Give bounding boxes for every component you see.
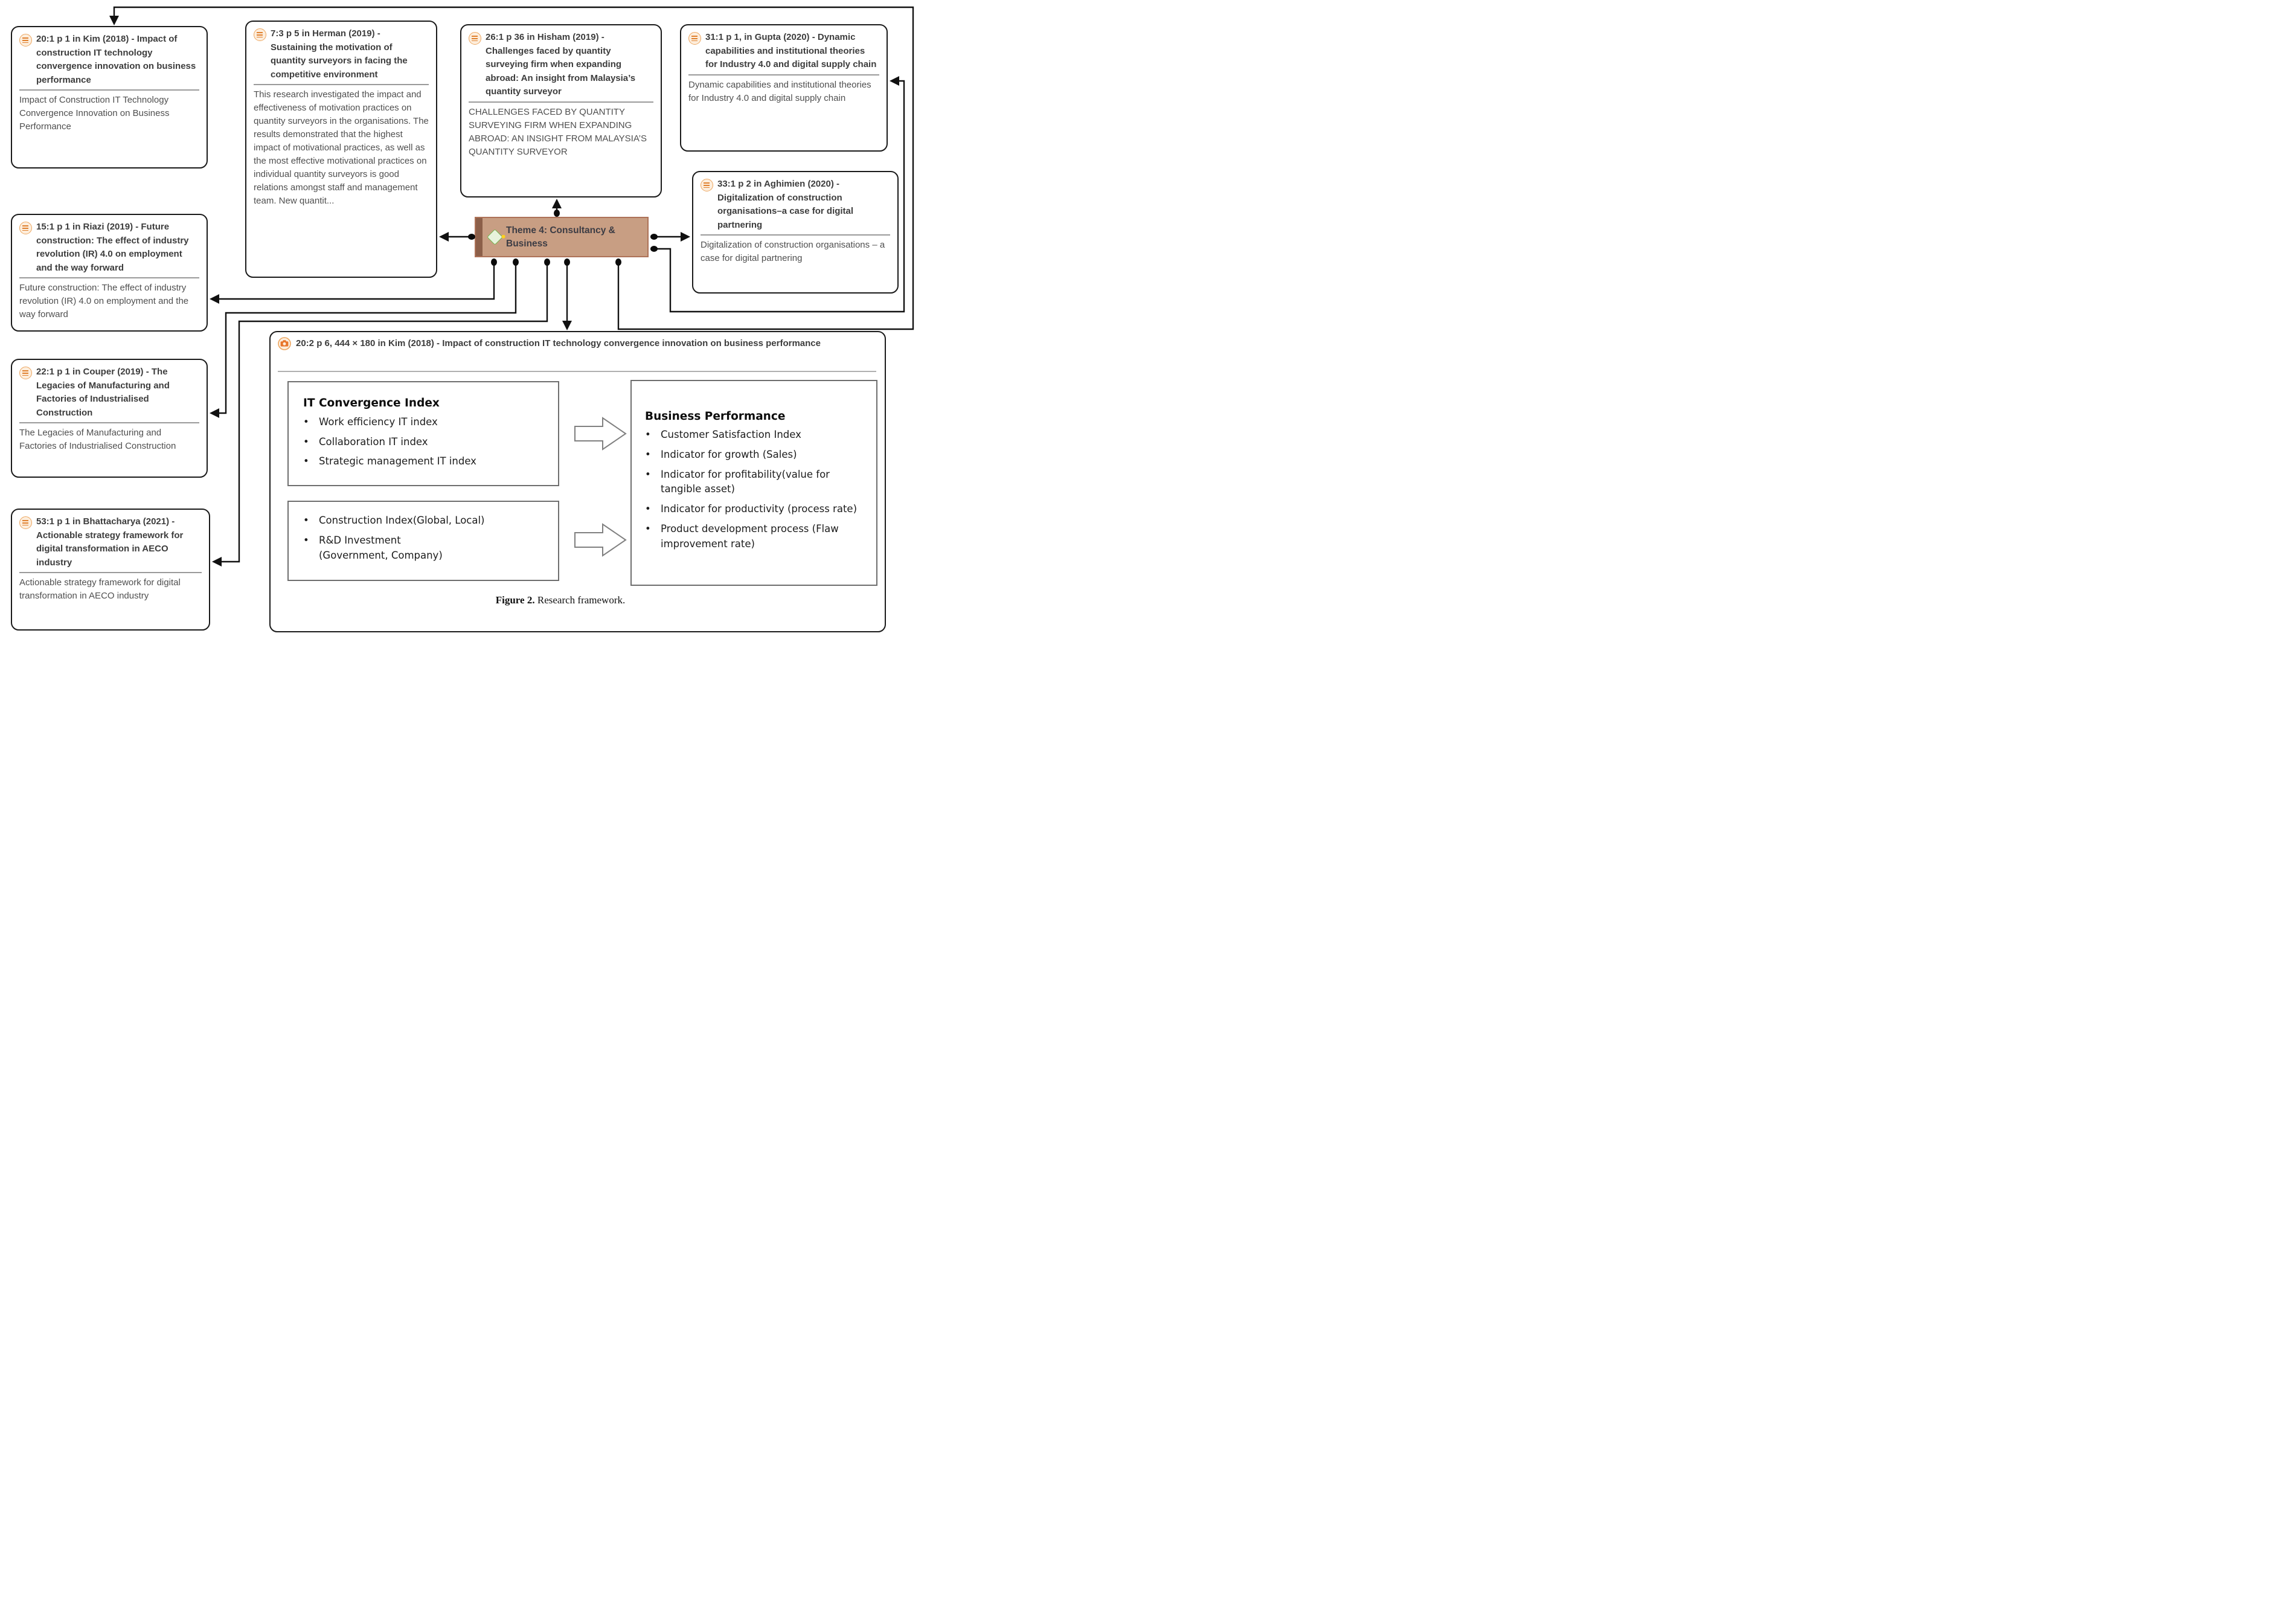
theme-color-strip bbox=[476, 218, 483, 256]
block-arrow-icon bbox=[575, 524, 626, 556]
quote-title: 53:1 p 1 in Bhattacharya (2021) - Actionable strategy framework for digital transformation in AECO industry bbox=[36, 516, 184, 568]
theme-node-consultancy-business[interactable] bbox=[475, 217, 649, 257]
figure-panel-inputs bbox=[287, 501, 559, 581]
divider bbox=[19, 89, 199, 91]
bullet-item: • Strategic management IT index bbox=[303, 454, 552, 469]
quote-body: Future construction: The effect of industry revolution (IR) 4.0 on employment and the way forward bbox=[19, 283, 189, 320]
panel-title: Business Performance bbox=[645, 410, 786, 423]
quote-body: This research investigated the impact and effectiveness of motivation practices on quantity surveyors in the organisations. The results demonstrated that the highest impact of motivational practices, as well as the most effective motivational practices on individual quantity surveyors is good relations amongst staff and management team. New quantit... bbox=[254, 89, 429, 207]
quote-node-hisham[interactable] bbox=[460, 24, 662, 197]
divider bbox=[469, 101, 653, 103]
bullet-item: • R&D Investment (Government, Company) bbox=[303, 533, 470, 563]
quote-title: 20:2 p 6, 444 × 180 in Kim (2018) - Impact of construction IT technology convergence innovation on business performance bbox=[296, 338, 821, 348]
quote-header bbox=[254, 27, 429, 82]
image-quote-node-kim-figure[interactable] bbox=[269, 331, 886, 632]
quote-header bbox=[19, 365, 199, 420]
quote-icon bbox=[688, 32, 701, 45]
quote-body: Digitalization of construction organisations – a case for digital partnering bbox=[701, 240, 885, 264]
link-theme-figure[interactable] bbox=[562, 258, 572, 330]
quote-title: 33:1 p 2 in Aghimien (2020) - Digitalization of construction organisations–a case for digital partnering bbox=[717, 179, 854, 230]
divider bbox=[19, 572, 202, 573]
quote-node-bhattacharya[interactable] bbox=[11, 509, 210, 631]
quote-title: 31:1 p 1, in Gupta (2020) - Dynamic capabilities and institutional theories for Industry 4.0 and digital supply chain bbox=[705, 32, 877, 69]
quote-icon bbox=[701, 179, 713, 191]
quote-header bbox=[19, 515, 202, 570]
quote-icon bbox=[19, 222, 32, 234]
quote-title: 26:1 p 36 in Hisham (2019) - Challenges faced by quantity surveying firm when expanding abroad: An insight from Malaysia’s quantity surveyor bbox=[486, 32, 636, 97]
network-view-canvas bbox=[0, 0, 919, 647]
bullet-item: • Work efficiency IT index bbox=[303, 414, 552, 430]
quote-title: 7:3 p 5 in Herman (2019) - Sustaining the motivation of quantity surveyors in facing the competitive environment bbox=[271, 28, 408, 80]
figure-caption bbox=[391, 594, 730, 606]
quote-node-gupta[interactable] bbox=[680, 24, 888, 152]
divider bbox=[19, 422, 199, 423]
block-arrow-icon bbox=[575, 418, 626, 449]
quote-header bbox=[19, 33, 199, 87]
panel-title: IT Convergence Index bbox=[303, 397, 440, 409]
bullet-item: • Construction Index(Global, Local) bbox=[303, 513, 552, 528]
quote-node-kim[interactable] bbox=[11, 26, 208, 169]
divider bbox=[254, 84, 429, 85]
quote-header bbox=[19, 220, 199, 275]
quote-title: 15:1 p 1 in Riazi (2019) - Future construction: The effect of industry revolution (IR) 4.0 on employment and the way forward bbox=[36, 222, 189, 273]
figure-panel-business-performance bbox=[630, 380, 877, 586]
quote-header bbox=[701, 178, 890, 232]
quote-body: The Legacies of Manufacturing and Factories of Industrialised Construction bbox=[19, 428, 176, 452]
quote-node-aghimien[interactable] bbox=[692, 171, 899, 294]
quote-header bbox=[688, 31, 879, 72]
quote-title: 22:1 p 1 in Couper (2019) - The Legacies of Manufacturing and Factories of Industrialised Construction bbox=[36, 367, 170, 418]
divider bbox=[19, 277, 199, 278]
quote-icon bbox=[254, 28, 266, 41]
quote-body: Impact of Construction IT Technology Convergence Innovation on Business Performance bbox=[19, 95, 170, 132]
diamond-dot-icon bbox=[502, 235, 505, 239]
figure-caption-label: Figure 2. bbox=[495, 594, 535, 606]
theme-label: Theme 4: Consultancy & Business bbox=[506, 225, 615, 249]
quote-icon bbox=[19, 367, 32, 379]
link-theme-herman[interactable] bbox=[439, 232, 475, 242]
quote-node-herman[interactable] bbox=[245, 21, 437, 278]
link-theme-aghimien[interactable] bbox=[650, 232, 690, 242]
divider bbox=[701, 234, 890, 236]
quote-icon bbox=[19, 516, 32, 529]
quote-node-couper[interactable] bbox=[11, 359, 208, 478]
link-theme-hisham[interactable] bbox=[552, 199, 562, 217]
camera-icon bbox=[278, 337, 291, 350]
figure-caption-text: Research framework. bbox=[534, 594, 626, 606]
quote-body: CHALLENGES FACED BY QUANTITY SURVEYING FIRM WHEN EXPANDING ABROAD: AN INSIGHT FROM MALAYSIA’S QUANTITY SURVEYOR bbox=[469, 106, 647, 157]
bullet-item: • Product development process (Flaw improvement rate) bbox=[645, 522, 870, 552]
bullet-item: • Indicator for profitability(value for tangible asset) bbox=[645, 467, 870, 498]
quote-icon bbox=[469, 32, 481, 45]
quote-header bbox=[469, 31, 653, 99]
divider bbox=[688, 74, 879, 75]
quote-body: Actionable strategy framework for digital transformation in AECO industry bbox=[19, 577, 181, 602]
quote-title: 20:1 p 1 in Kim (2018) - Impact of construction IT technology convergence innovation on business performance bbox=[36, 34, 196, 85]
quote-header bbox=[278, 337, 876, 351]
quote-node-riazi[interactable] bbox=[11, 214, 208, 332]
bullet-item: • Customer Satisfaction Index bbox=[645, 428, 870, 443]
quote-body: Dynamic capabilities and institutional theories for Industry 4.0 and digital supply chain bbox=[688, 79, 871, 103]
bullet-item: • Indicator for productivity (process rate) bbox=[645, 502, 870, 517]
figure-panel-it-convergence bbox=[287, 381, 559, 486]
quote-icon bbox=[19, 34, 32, 47]
code-diamond-icon bbox=[487, 229, 503, 245]
bullet-item: • Indicator for growth (Sales) bbox=[645, 448, 870, 463]
divider bbox=[278, 371, 876, 372]
bullet-item: • Collaboration IT index bbox=[303, 434, 552, 450]
